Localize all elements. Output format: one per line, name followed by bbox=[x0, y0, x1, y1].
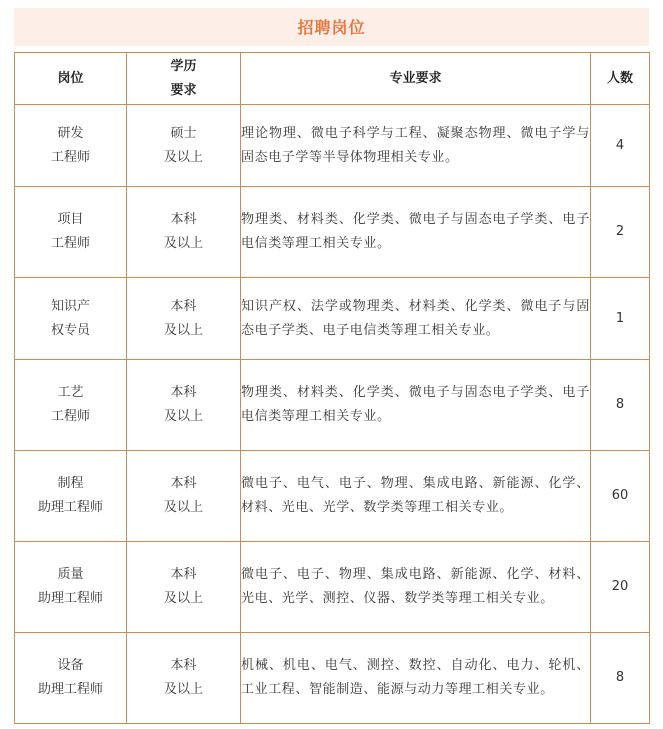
education-cell bbox=[127, 451, 241, 542]
position-line2: 助理工程师 bbox=[37, 682, 103, 697]
table-header-row bbox=[15, 53, 650, 105]
major-cell: 物理类、材料类、化学类、微电子与固态电子学类、电子电信类等理工相关专业。 bbox=[241, 187, 591, 278]
education-line1: 本科 bbox=[170, 298, 197, 314]
header-count: 人数 bbox=[591, 53, 650, 105]
position-cell bbox=[15, 633, 127, 724]
position-cell bbox=[15, 105, 127, 187]
education-line2: 及以上 bbox=[163, 500, 203, 515]
count-cell: 60 bbox=[591, 451, 650, 542]
table-row bbox=[15, 633, 650, 724]
education-line1: 本科 bbox=[170, 658, 197, 673]
position-line1: 设备 bbox=[57, 658, 84, 673]
position-cell bbox=[15, 542, 127, 633]
position-line1: 工艺 bbox=[57, 385, 84, 400]
education-line1: 本科 bbox=[170, 567, 197, 582]
table-row bbox=[15, 187, 650, 278]
header-major: 专业要求 bbox=[241, 53, 591, 105]
education-line1: 本科 bbox=[170, 476, 197, 491]
table-row bbox=[15, 451, 650, 542]
count-cell: 8 bbox=[591, 360, 650, 451]
education-line1: 本科 bbox=[170, 385, 197, 400]
table-row bbox=[15, 278, 650, 360]
page-title: 招聘岗位 bbox=[297, 18, 366, 37]
major-cell: 理论物理、微电子科学与工程、凝聚态物理、微电子学与固态电子学等半导体物理相关专业。 bbox=[241, 105, 591, 187]
position-cell bbox=[15, 451, 127, 542]
education-line2: 及以上 bbox=[163, 682, 203, 697]
education-line2: 及以上 bbox=[163, 591, 203, 606]
education-cell bbox=[127, 187, 241, 278]
position-line2: 权专员 bbox=[50, 322, 90, 338]
count-cell: 1 bbox=[591, 278, 650, 360]
position-line2: 工程师 bbox=[50, 409, 90, 424]
education-cell bbox=[127, 278, 241, 360]
education-cell bbox=[127, 633, 241, 724]
position-line1: 质量 bbox=[57, 567, 84, 582]
title-banner bbox=[14, 8, 649, 46]
header-education bbox=[127, 53, 241, 105]
table-row bbox=[15, 542, 650, 633]
table-row bbox=[15, 105, 650, 187]
header-education-line2: 要求 bbox=[170, 82, 197, 98]
education-line2: 及以上 bbox=[163, 236, 203, 251]
position-line1: 知识产 bbox=[50, 298, 90, 314]
major-cell: 知识产权、法学或物理类、材料类、化学类、微电子与固态电子学类、电子电信类等理工相关专业。 bbox=[241, 278, 591, 360]
education-line2: 及以上 bbox=[163, 149, 203, 165]
education-line2: 及以上 bbox=[163, 409, 203, 424]
position-line1: 项目 bbox=[57, 212, 84, 227]
table-row bbox=[15, 360, 650, 451]
position-line1: 制程 bbox=[57, 476, 84, 491]
education-cell bbox=[127, 542, 241, 633]
count-cell: 2 bbox=[591, 187, 650, 278]
education-line2: 及以上 bbox=[163, 322, 203, 338]
position-line2: 工程师 bbox=[50, 149, 90, 165]
education-cell bbox=[127, 360, 241, 451]
position-line2: 工程师 bbox=[50, 236, 90, 251]
position-line2: 助理工程师 bbox=[37, 500, 103, 515]
count-cell: 20 bbox=[591, 542, 650, 633]
header-education-line1: 学历 bbox=[170, 58, 197, 74]
header-position: 岗位 bbox=[15, 53, 127, 105]
position-line2: 助理工程师 bbox=[37, 591, 103, 606]
position-cell bbox=[15, 360, 127, 451]
position-cell bbox=[15, 187, 127, 278]
education-line1: 硕士 bbox=[170, 125, 197, 141]
major-cell: 机械、机电、电气、测控、数控、自动化、电力、轮机、工业工程、智能制造、能源与动力等理工相关专业。 bbox=[241, 633, 591, 724]
position-cell bbox=[15, 278, 127, 360]
major-cell: 物理类、材料类、化学类、微电子与固态电子学类、电子电信类等理工相关专业。 bbox=[241, 360, 591, 451]
education-cell bbox=[127, 105, 241, 187]
count-cell: 4 bbox=[591, 105, 650, 187]
count-cell: 8 bbox=[591, 633, 650, 724]
major-cell: 微电子、电气、电子、物理、集成电路、新能源、化学、材料、光电、光学、数学类等理工相关专业。 bbox=[241, 451, 591, 542]
major-cell: 微电子、电子、物理、集成电路、新能源、化学、材料、光电、光学、测控、仪器、数学类等理工相关专业。 bbox=[241, 542, 591, 633]
position-line1: 研发 bbox=[57, 125, 84, 141]
education-line1: 本科 bbox=[170, 212, 197, 227]
recruitment-table bbox=[14, 52, 650, 724]
